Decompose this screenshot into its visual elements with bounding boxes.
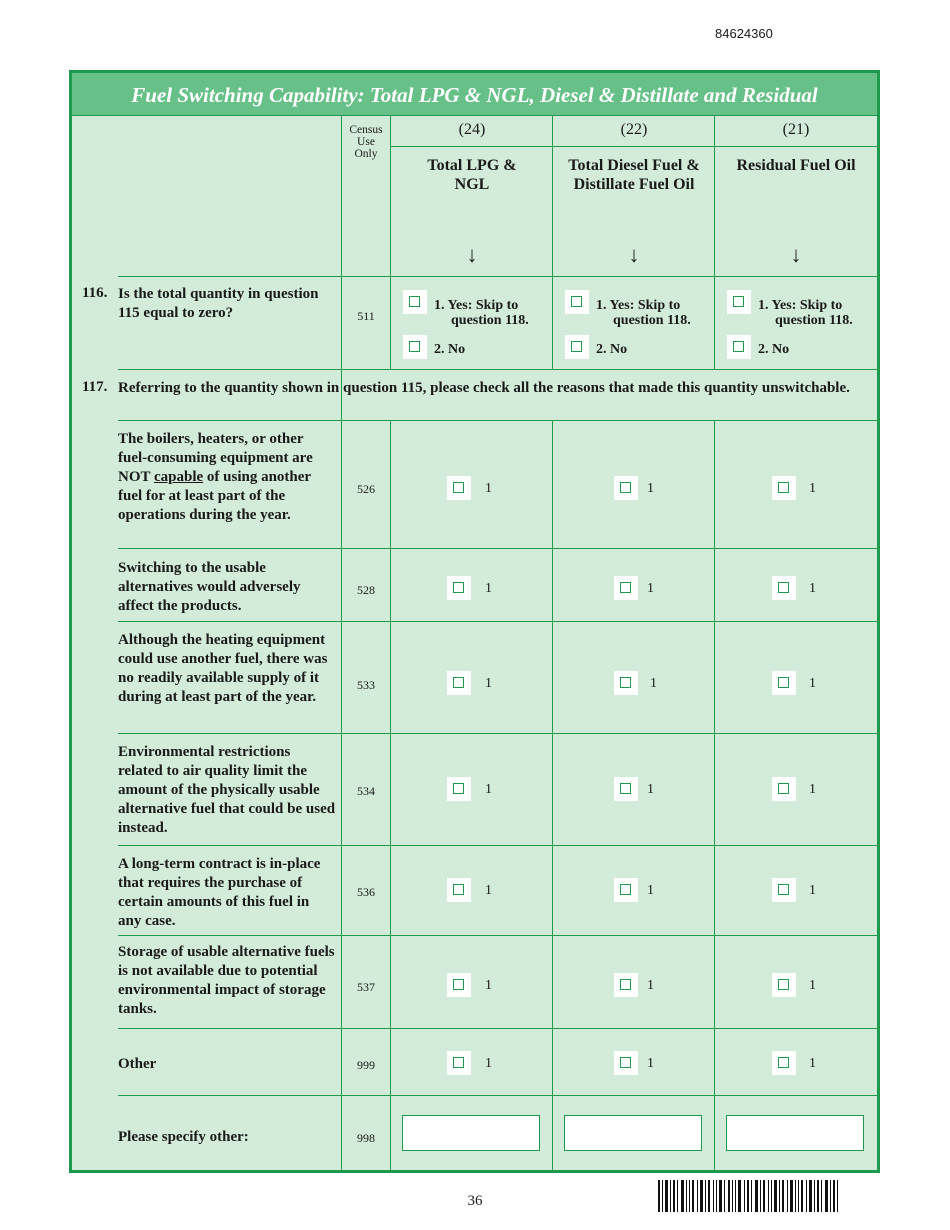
question-117-number: 117. (82, 379, 108, 395)
reason-other: Other (118, 1056, 157, 1072)
census-code: 998 (357, 1131, 375, 1145)
reason-534-checkbox-diesel[interactable] (614, 777, 638, 801)
specify-other-field-residual[interactable] (726, 1115, 864, 1151)
census-code: 537 (357, 980, 375, 994)
reason-storage-not-available: Storage of usable alternative fuels is not available due to potential environmental impact of storage tanks. (118, 944, 335, 1017)
reason-long-term-contract: A long-term contract is in-place that requires the purchase of certain amounts of this fuel in any case. (118, 856, 321, 929)
other-checkbox-lpg[interactable] (447, 1051, 471, 1075)
check-value: 1 (485, 676, 492, 691)
reason-not-capable (118, 430, 336, 525)
column-number-residual: (21) (782, 121, 810, 138)
yes-option-label-cont: question 118. (451, 313, 529, 328)
yes-checkbox-lpg[interactable] (403, 290, 427, 314)
column-number-diesel: (22) (620, 121, 648, 138)
no-checkbox-lpg[interactable] (403, 335, 427, 359)
no-option-label: 2. No (434, 342, 466, 357)
check-value: 1 (485, 1056, 492, 1071)
reason-537-checkbox-lpg[interactable] (447, 973, 471, 997)
divider (552, 115, 553, 369)
yes-option-label-cont: question 118. (613, 313, 691, 328)
check-value: 1 (647, 1056, 654, 1071)
reason-534-checkbox-residual[interactable] (772, 777, 796, 801)
yes-option-label-cont: question 118. (775, 313, 853, 328)
fuel-switching-form (69, 70, 880, 1173)
reason-526-checkbox-diesel[interactable] (614, 476, 638, 500)
check-value: 1 (485, 581, 492, 596)
divider (118, 733, 877, 734)
yes-option-label: 1. Yes: Skip to (596, 298, 681, 313)
specify-other-label: Please specify other: (118, 1129, 249, 1145)
divider (118, 548, 877, 549)
divider (118, 420, 877, 421)
divider (390, 115, 391, 369)
reason-534-checkbox-lpg[interactable] (447, 777, 471, 801)
section-title: Fuel Switching Capability: Total LPG & NGL, Diesel & Distillate and Residual (72, 73, 877, 116)
reason-526-checkbox-lpg[interactable] (447, 476, 471, 500)
reason-526-checkbox-residual[interactable] (772, 476, 796, 500)
question-117-text: Referring to the quantity shown in question 115, please check all the reasons that made this quantity unswitchable. (118, 380, 850, 396)
divider (118, 935, 877, 936)
no-checkbox-residual[interactable] (727, 335, 751, 359)
census-code: 536 (357, 885, 375, 899)
barcode (658, 1180, 838, 1212)
reason-536-checkbox-lpg[interactable] (447, 878, 471, 902)
census-code: 534 (357, 784, 375, 798)
yes-option-label: 1. Yes: Skip to (434, 298, 519, 313)
no-option-label: 2. No (758, 342, 790, 357)
check-value: 1 (809, 978, 816, 993)
other-checkbox-residual[interactable] (772, 1051, 796, 1075)
divider (552, 420, 553, 1173)
page-number: 36 (467, 1193, 483, 1209)
check-value: 1 (809, 1056, 816, 1071)
column-header-diesel: Total Diesel Fuel & Distillate Fuel Oil (568, 157, 700, 193)
yes-option-label: 1. Yes: Skip to (758, 298, 843, 313)
yes-checkbox-diesel[interactable] (565, 290, 589, 314)
check-value: 1 (650, 676, 657, 691)
census-code: 528 (357, 583, 375, 597)
specify-other-field-diesel[interactable] (564, 1115, 702, 1151)
reason-536-checkbox-residual[interactable] (772, 878, 796, 902)
reason-adversely-affect: Switching to the usable alternatives would adversely affect the products. (118, 560, 301, 614)
check-value: 1 (809, 481, 816, 496)
reason-528-checkbox-residual[interactable] (772, 576, 796, 600)
down-arrow-icon: ↓ (790, 242, 802, 267)
check-value: 1 (809, 581, 816, 596)
check-value: 1 (809, 782, 816, 797)
check-value: 1 (485, 978, 492, 993)
check-value: 1 (647, 782, 654, 797)
divider (118, 276, 877, 277)
census-code: 526 (357, 482, 375, 496)
reason-537-checkbox-diesel[interactable] (614, 973, 638, 997)
census-code: 999 (357, 1058, 375, 1072)
divider (118, 845, 877, 846)
divider (390, 146, 877, 147)
check-value: 1 (809, 676, 816, 691)
reason-533-checkbox-lpg[interactable] (447, 671, 471, 695)
down-arrow-icon: ↓ (466, 242, 478, 267)
census-use-only-label: Census Use Only (349, 124, 383, 160)
specify-other-field-lpg[interactable] (402, 1115, 540, 1151)
column-header-lpg: Total LPG & NGL (427, 157, 517, 193)
yes-checkbox-residual[interactable] (727, 290, 751, 314)
question-116-number: 116. (82, 285, 108, 301)
check-value: 1 (485, 481, 492, 496)
divider (390, 420, 391, 1173)
reason-text: of using another fuel for at least part of the operations during the year. (118, 469, 311, 523)
emphasis-capable: capable (153, 469, 204, 485)
check-value: 1 (647, 978, 654, 993)
column-number-lpg: (24) (458, 121, 486, 138)
divider (118, 369, 877, 370)
divider (118, 621, 877, 622)
reason-533-checkbox-residual[interactable] (772, 671, 796, 695)
form-id: 84624360 (715, 26, 773, 41)
reason-528-checkbox-lpg[interactable] (447, 576, 471, 600)
divider (118, 1028, 877, 1029)
column-header-residual: Residual Fuel Oil (736, 157, 856, 174)
reason-536-checkbox-diesel[interactable] (614, 878, 638, 902)
census-code: 533 (357, 678, 375, 692)
no-option-label: 2. No (596, 342, 628, 357)
check-value: 1 (809, 883, 816, 898)
question-116-text: Is the total quantity in question 115 equal to zero? (118, 286, 319, 321)
reason-text: The boilers, heaters, or other fuel-consuming equipment are NOT (118, 431, 313, 485)
check-value: 1 (647, 481, 654, 496)
reason-533-checkbox-diesel[interactable] (614, 671, 638, 695)
reason-environmental-restrictions: Environmental restrictions related to air quality limit the amount of the physically usable alternative fuel that could be used instead. (118, 744, 336, 836)
check-value: 1 (647, 883, 654, 898)
check-value: 1 (647, 581, 654, 596)
reason-no-supply: Although the heating equipment could use another fuel, there was no readily available supply of it during at least part of the year. (118, 632, 328, 705)
no-checkbox-diesel[interactable] (565, 335, 589, 359)
divider (118, 1095, 877, 1096)
census-code: 511 (357, 309, 375, 323)
reason-537-checkbox-residual[interactable] (772, 973, 796, 997)
divider (714, 420, 715, 1173)
other-checkbox-diesel[interactable] (614, 1051, 638, 1075)
check-value: 1 (485, 883, 492, 898)
reason-528-checkbox-diesel[interactable] (614, 576, 638, 600)
divider (714, 115, 715, 369)
divider (341, 115, 342, 1173)
check-value: 1 (485, 782, 492, 797)
down-arrow-icon: ↓ (628, 242, 640, 267)
